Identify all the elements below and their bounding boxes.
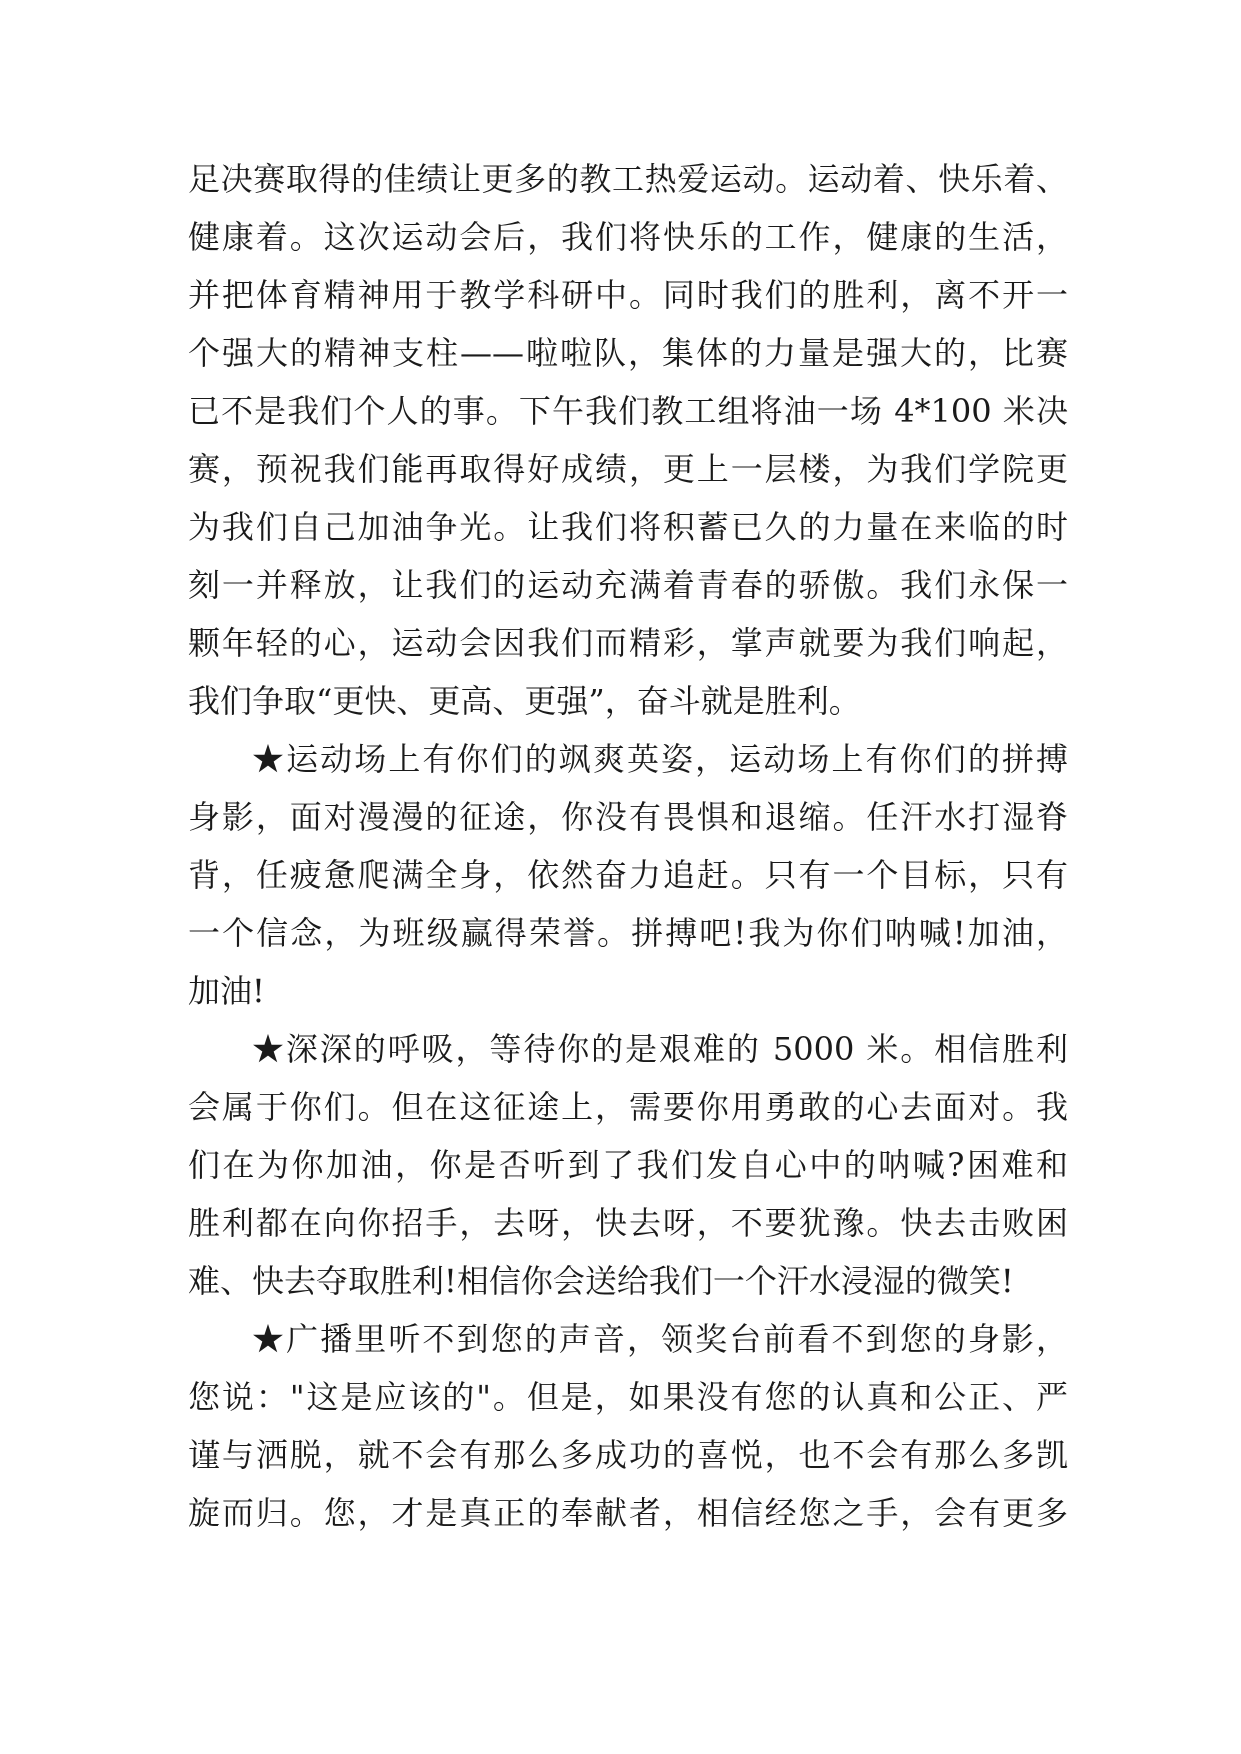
text-line: 胜利都在向你招手，去呀，快去呀，不要犹豫。快去击败困 xyxy=(188,1204,1068,1242)
text-line: 我们争取“更快、更高、更强”，奋斗就是胜利。 xyxy=(188,682,861,720)
text-line: 个强大的精神支柱——啦啦队，集体的力量是强大的，比赛 xyxy=(188,334,1068,372)
document-body xyxy=(188,150,1068,1542)
text-line: 谨与洒脱，就不会有那么多成功的喜悦，也不会有那么多凯 xyxy=(188,1436,1068,1474)
text-line: ★运动场上有你们的飒爽英姿，运动场上有你们的拼搏 xyxy=(252,740,1068,778)
text-line: 健康着。这次运动会后，我们将快乐的工作，健康的生活， xyxy=(188,218,1068,256)
text-line: 赛，预祝我们能再取得好成绩，更上一层楼，为我们学院更 xyxy=(188,450,1068,488)
text-line: 并把体育精神用于教学科研中。同时我们的胜利，离不开一 xyxy=(188,276,1068,314)
text-line: 背，任疲惫爬满全身，依然奋力追赶。只有一个目标，只有 xyxy=(188,856,1068,894)
text-line: 足决赛取得的佳绩让更多的教工热爱运动。运动着、快乐着、 xyxy=(188,160,1068,198)
text-line: ★深深的呼吸，等待你的是艰难的 5000 米。相信胜利 xyxy=(252,1030,1068,1068)
paragraph-1 xyxy=(188,150,1068,730)
paragraph-4 xyxy=(188,1310,1068,1542)
text-line: 一个信念，为班级赢得荣誉。拼搏吧!我为你们呐喊!加油， xyxy=(188,914,1068,952)
text-line: 会属于你们。但在这征途上，需要你用勇敢的心去面对。我 xyxy=(188,1088,1068,1126)
text-line: 您说："这是应该的"。但是，如果没有您的认真和公正、严 xyxy=(188,1378,1068,1416)
paragraph-3 xyxy=(188,1020,1068,1310)
text-line: 旋而归。您，才是真正的奉献者，相信经您之手，会有更多 xyxy=(188,1494,1068,1532)
text-line: 为我们自己加油争光。让我们将积蓄已久的力量在来临的时 xyxy=(188,508,1068,546)
text-line: 已不是我们个人的事。下午我们教工组将油一场 4*100 米决 xyxy=(188,392,1068,430)
paragraph-2 xyxy=(188,730,1068,1020)
text-line: 难、快去夺取胜利!相信你会送给我们一个汗水浸湿的微笑! xyxy=(188,1262,1014,1300)
text-line: 们在为你加油，你是否听到了我们发自心中的呐喊?困难和 xyxy=(188,1146,1068,1184)
text-line: 刻一并释放，让我们的运动充满着青春的骄傲。我们永保一 xyxy=(188,566,1068,604)
text-line: 加油! xyxy=(188,972,265,1010)
text-line: 身影，面对漫漫的征途，你没有畏惧和退缩。任汗水打湿脊 xyxy=(188,798,1068,836)
text-line: ★广播里听不到您的声音，领奖台前看不到您的身影， xyxy=(252,1320,1068,1358)
text-line: 颗年轻的心，运动会因我们而精彩，掌声就要为我们响起， xyxy=(188,624,1068,662)
